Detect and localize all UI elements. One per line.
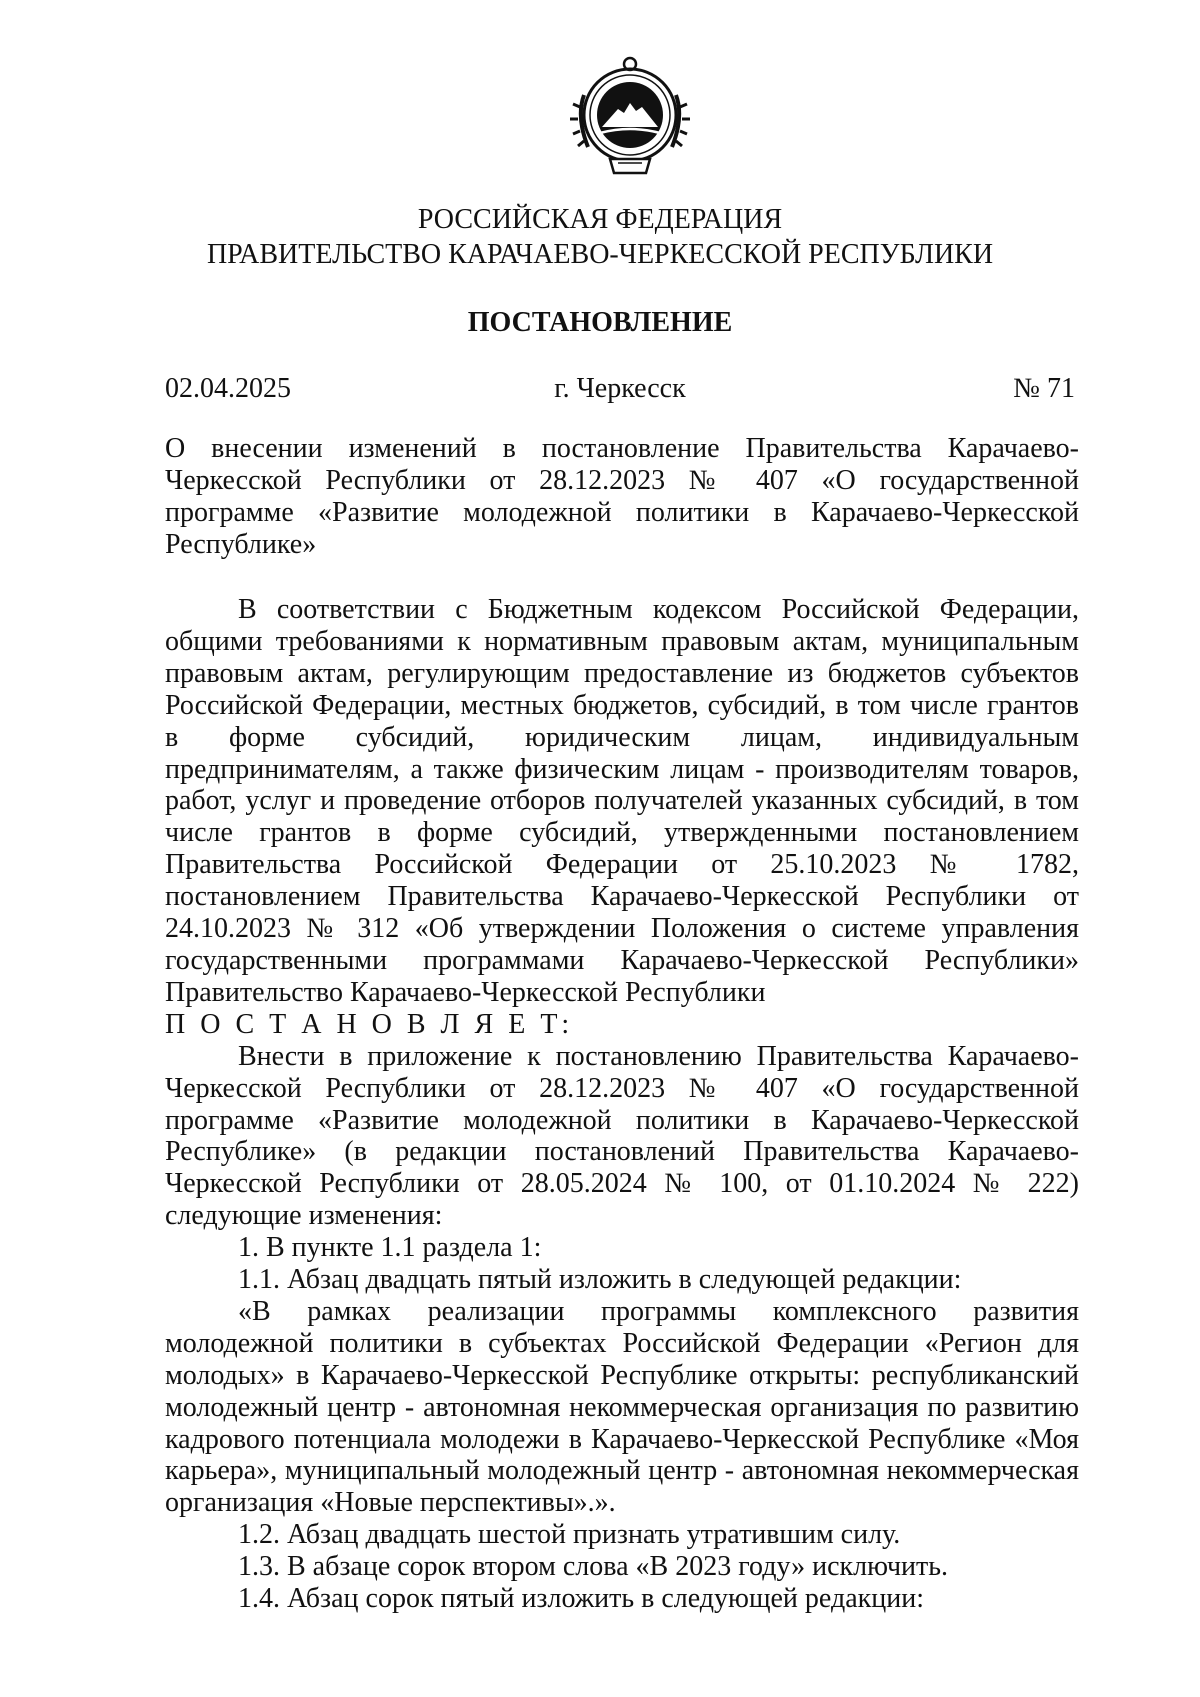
document-type-title: ПОСТАНОВЛЕНИЕ	[467, 307, 733, 338]
document-number: № 71	[1013, 373, 1075, 404]
document-date: 02.04.2025	[165, 373, 291, 404]
body-item-1-1: 1.1. Абзац двадцать пятый изложить в следующей редакции:	[238, 1264, 962, 1296]
karachay-cherkess-coat-of-arms-icon	[562, 55, 698, 181]
body-intro: Внести в приложение к постановлению Правительства Карачаево-Черкесской Республики от 28.12.2023 № 407 «О государственной программе «Развитие молодежной политики в Карачаево-Черкесской Республике» (в редакции постановлений Правительства Карачаево-Черкесской Республики от 28.05.2024 № 100, от 01.10.2024 № 222) следующие изменения:	[165, 1040, 1079, 1232]
body-preamble: В соответствии с Бюджетным кодексом Российской Федерации, общими требованиями к нормативным правовым актам, муниципальным правовым актам, регулирующим предоставление из бюджетов субъектов Российской Федерации, местных бюджетов, субсидий, в том числе грантов в форме субсидий, юридическим лицам, индивидуальным предпринимателям, а также физическим лицам - производителям товаров, работ, услуг и проведение отборов получателей указанных субсидий, в том числе грантов в форме субсидий, утвержденными постановлением Правительства Российской Федерации от 25.10.2023 № 1782, постановлением Правительства Карачаево-Черкесской Республики от 24.10.2023 № 312 «Об утверждении Положения о системе управления государственными программами Карачаево-Черкесской Республики» Правительство Карачаево-Черкесской Республики	[165, 594, 1079, 1008]
header-government: ПРАВИТЕЛЬСТВО КАРАЧАЕВО-ЧЕРКЕССКОЙ РЕСПУБЛИКИ	[206, 239, 994, 270]
body-item-1-2: 1.2. Абзац двадцать шестой признать утратившим силу.	[238, 1519, 901, 1551]
issuer-header	[0, 202, 1200, 272]
body-item-1: 1. В пункте 1.1 раздела 1:	[238, 1232, 542, 1264]
document-body	[165, 594, 1079, 1615]
body-item-1-4: 1.4. Абзац сорок пятый изложить в следующей редакции:	[238, 1583, 924, 1615]
body-resolves: П О С Т А Н О В Л Я Е Т:	[165, 1008, 574, 1040]
body-item-1-1-text: «В рамках реализации программы комплексного развития молодежной политики в субъектах Российской Федерации «Регион для молодых» в Карачаево-Черкесской Республике открыты: республиканский молодежный центр - автономная некоммерческая организация по развитию кадрового потенциала молодежи в Карачаево-Черкесской Республике «Моя карьера», муниципальный молодежный центр - автономная некоммерческая организация «Новые перспективы».».	[165, 1295, 1079, 1519]
document-city: г. Черкесск	[554, 373, 686, 404]
document-subject: О внесении изменений в постановление Правительства Карачаево-Черкесской Республики от 28.12.2023 № 407 «О государственной программе «Развитие молодежной политики в Карачаево-Черкесской Республике»	[165, 433, 1079, 560]
header-country: РОССИЙСКАЯ ФЕДЕРАЦИЯ	[417, 204, 783, 235]
body-item-1-3: 1.3. В абзаце сорок втором слова «В 2023 году» исключить.	[238, 1551, 949, 1583]
